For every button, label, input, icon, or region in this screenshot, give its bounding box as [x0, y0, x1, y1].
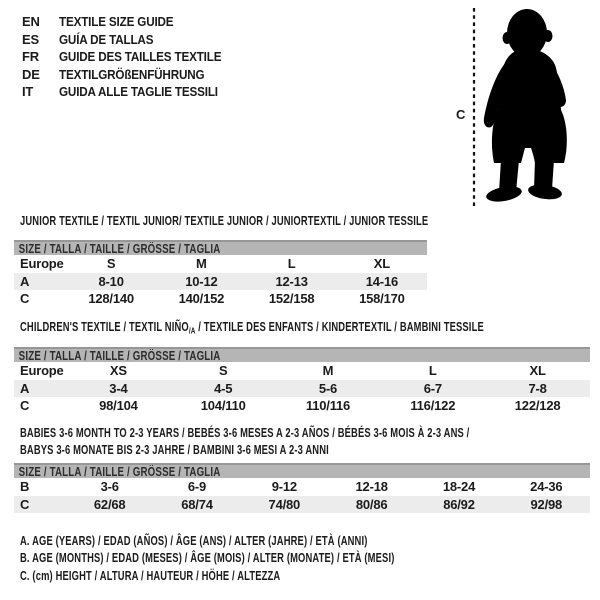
language-row-it: [22, 83, 239, 101]
language-label: GUÍA DE TALLAS: [59, 31, 154, 47]
size-cell: 7-8: [528, 380, 547, 396]
row-label: B: [20, 479, 30, 495]
size-header-bar: [14, 347, 590, 362]
size-cell: 152/158: [268, 291, 315, 307]
size-cell: 74/80: [268, 496, 301, 512]
row-label: Europe: [20, 363, 64, 379]
size-cell: M: [322, 363, 334, 379]
children-table: [14, 347, 590, 415]
babies-title-line1: BABIES 3-6 MONTH TO 2-3 YEARS / BEBÉS 3-6 MESES A 2-3 AÑOS / BÉBÉS 3-6 MOIS À 2-3 ANS /: [20, 426, 470, 440]
size-cell: 24-36: [530, 479, 563, 495]
table-row-age: [14, 380, 590, 398]
size-cell: 122/128: [514, 398, 561, 414]
children-title-rest: / TEXTILE DES ENFANTS / KINDERTEXTIL / BAMBINI TESSILE: [195, 320, 484, 334]
size-cell: 4-5: [214, 380, 233, 396]
baby-shorts: [492, 110, 567, 163]
language-row-es: [22, 31, 239, 49]
size-cell: 98/104: [99, 398, 138, 414]
table-row-height: [14, 290, 427, 308]
junior-table: [14, 240, 427, 308]
size-cell: 68/74: [181, 496, 213, 512]
language-code: IT: [22, 84, 34, 100]
size-cell: 140/152: [178, 291, 225, 307]
language-code: FR: [22, 49, 39, 65]
table-row-height: [14, 496, 590, 514]
size-cell: 116/122: [410, 398, 456, 414]
size-cell: 12-13: [275, 273, 308, 289]
table-row-europe: [14, 362, 590, 380]
size-cell: 104/110: [200, 398, 246, 414]
language-label: GUIDE DES TAILLES TEXTILE: [59, 49, 222, 65]
size-cell: 6-7: [423, 380, 442, 396]
babies-table: [14, 463, 590, 513]
size-cell: 128/140: [88, 291, 134, 307]
table-row-age-months: [14, 478, 590, 496]
babies-title-line2: BABYS 3-6 MONATE BIS 2-3 JAHRE / BAMBINI 3-6 MESI A 2-3 ANNI: [20, 443, 329, 457]
size-cell: 12-18: [355, 479, 388, 495]
size-cell: 92/98: [530, 496, 563, 512]
table-row-europe: [14, 255, 427, 273]
table-row-age: [14, 273, 427, 291]
junior-table-title: JUNIOR TEXTILE / TEXTIL JUNIOR/ TEXTILE JUNIOR / JUNIORTEXTIL / JUNIOR TESSILE: [20, 214, 429, 228]
size-cell: XS: [109, 363, 127, 379]
language-row-fr: [22, 48, 239, 66]
size-header-label: SIZE / TALLA / TAILLE / GRÖSSE / TAGLIA: [18, 464, 221, 478]
children-table-title: [20, 320, 484, 336]
footnote-c: C. (cm) HEIGHT / ALTURA / HAUTEUR / HÖHE / ALTEZZA: [20, 568, 281, 583]
footnotes-block: [20, 533, 519, 585]
size-cell: L: [428, 363, 437, 379]
baby-foot-right: [527, 183, 563, 202]
row-label: C: [20, 398, 30, 414]
size-cell: M: [196, 256, 207, 272]
size-cell: 80/86: [355, 496, 388, 512]
row-label: A: [20, 273, 30, 289]
size-cell: XL: [373, 256, 390, 272]
size-header-bar: [14, 463, 590, 478]
size-cell: 10-12: [185, 273, 218, 289]
baby-ear-right: [544, 30, 553, 42]
language-code: DE: [22, 66, 40, 82]
footnote-b: B. AGE (MONTHS) / EDAD (MESES) / ÂGE (MOIS) / ALTER (MONATE) / ETÀ (MESI): [20, 551, 395, 566]
language-code: EN: [22, 14, 40, 30]
baby-leg-right: [534, 160, 554, 189]
size-cell: 158/170: [359, 291, 405, 307]
size-header-bar: [14, 240, 427, 255]
language-label: TEXTILGRÖßENFÜHRUNG: [59, 66, 205, 82]
size-cell: 5-6: [318, 380, 338, 396]
row-label: C: [20, 496, 30, 512]
language-row-de: [22, 66, 239, 84]
size-cell: S: [106, 256, 116, 272]
size-cell: 8-10: [98, 273, 124, 289]
size-cell: L: [287, 256, 296, 272]
size-cell: 14-16: [365, 273, 398, 289]
language-label: GUIDA ALLE TAGLIE TESSILI: [59, 84, 218, 100]
baby-silhouette: [428, 0, 598, 210]
row-label: C: [20, 291, 30, 307]
babies-table-title: [20, 425, 469, 459]
size-cell: 3-6: [100, 479, 119, 495]
baby-foot-left: [485, 184, 523, 204]
footnote-a: A. AGE (YEARS) / EDAD (AÑOS) / ÂGE (ANS) / ALTER (JAHRE) / ETÀ (ANNI): [20, 534, 368, 548]
size-cell: XL: [529, 363, 546, 379]
size-header-label: SIZE / TALLA / TAILLE / GRÖSSE / TAGLIA: [18, 348, 221, 362]
language-row-en: [22, 13, 239, 31]
language-code: ES: [22, 31, 39, 47]
size-cell: 3-4: [109, 380, 128, 396]
height-marker-label: C: [456, 107, 466, 122]
baby-ear-left: [503, 32, 512, 44]
children-title-subscript: /A: [188, 325, 196, 336]
size-cell: 9-12: [271, 479, 297, 495]
size-cell: S: [218, 363, 228, 379]
row-label: Europe: [20, 256, 64, 272]
size-header-label: SIZE / TALLA / TAILLE / GRÖSSE / TAGLIA: [18, 241, 221, 255]
size-cell: 110/116: [305, 398, 351, 414]
children-title-main: CHILDREN'S TEXTILE / TEXTIL NIÑO: [20, 320, 189, 334]
language-label: TEXTILE SIZE GUIDE: [59, 14, 174, 30]
size-cell: 6-9: [187, 479, 207, 495]
size-cell: 18-24: [442, 479, 476, 495]
language-title-block: [22, 13, 239, 101]
size-cell: 86/92: [443, 496, 475, 512]
row-label: A: [20, 380, 30, 396]
table-row-height: [14, 397, 590, 415]
size-cell: 62/68: [93, 496, 126, 512]
